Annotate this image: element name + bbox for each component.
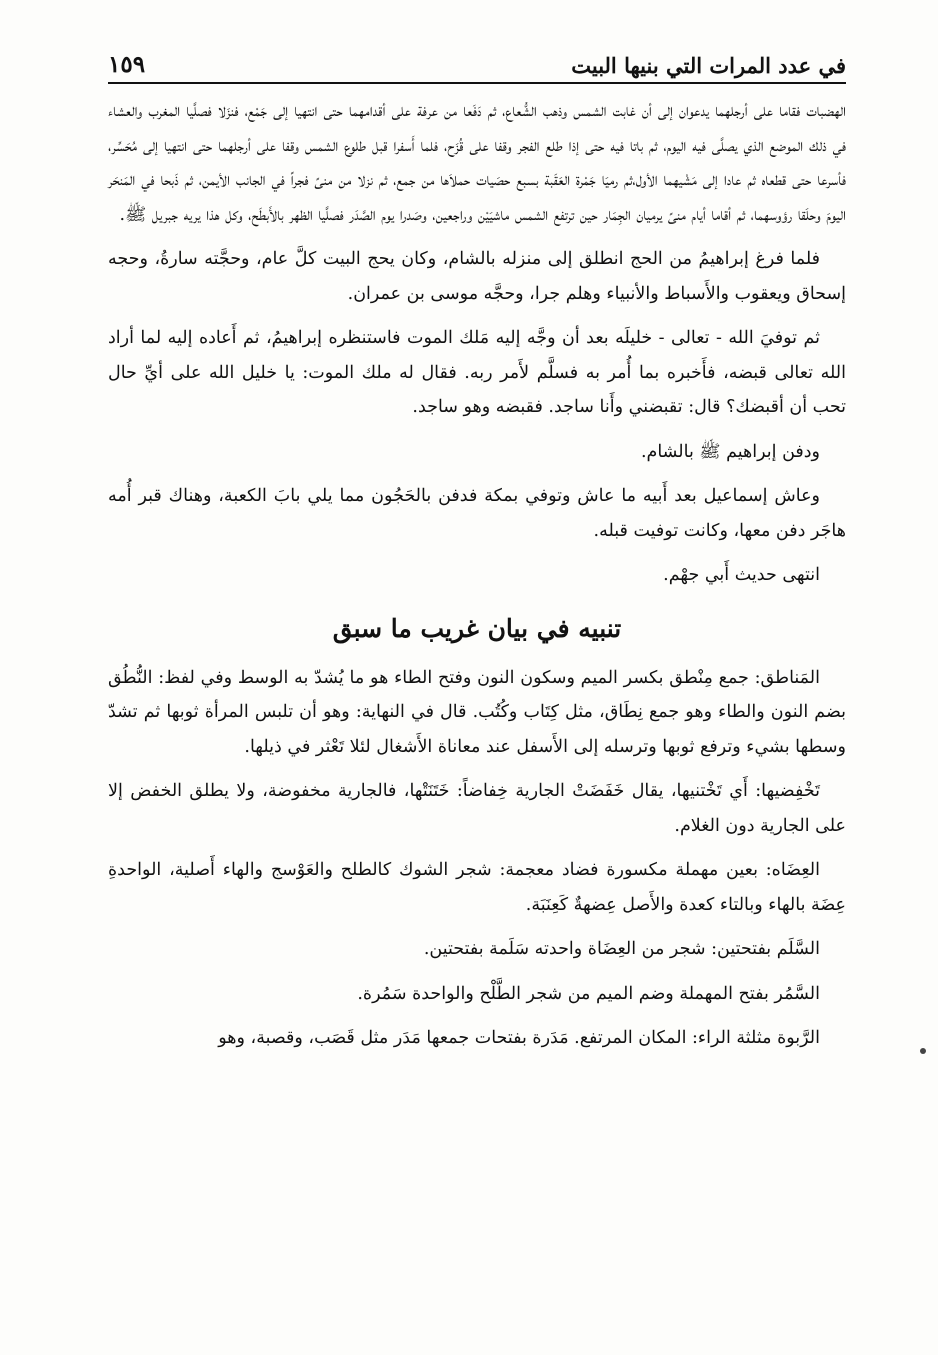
paragraph: فلما فرغ إبراهيمُ من الحج انطلق إلى منزله بالشام، وكان يحج البيت كلَّ عام، وحجَّته سارةُ، وحجه إسحاق ويعقوب والأَسباط والأنبياء وهلم جرا، وحجَّه موسى بن عمران.: [108, 249, 846, 304]
body-text: [108, 94, 846, 1056]
paragraph: وعاش إسماعيل بعد أَبيه ما عاش وتوفي بمكة فدفن بالحَجُون مما يلي بابَ الكعبة، وهناك قبر أُمه هاجَر دفن معها، وكانت توفيت قبله.: [108, 486, 846, 541]
paragraph: انتهى حديث أَبي جهْم.: [663, 565, 820, 585]
page-header: [108, 38, 846, 84]
paragraph: الهضبات فقاما على أرجلهما يدعوان إلى أن غابت الشمس وذهب الشُّعاع، ثم دَفَعا من عرفة على أقدامهما حتى انتهيا إلى جَمْع، فنزَلا فصلَّيا المغرب والعشاء في ذلك الموضع الذي يصلَّى فيه اليوم، ثم باتا فيه حتى إذا طلع الفجر وقفا على قُزَح، فلما أَسفرا قبل طلوع الشمس وقفا على أرجلهما حتى انتهيا إلى مُحَسِّر، فأسرعا حتى قطعاه ثم عادا إلى مَشْيهما الأول،ثم رميَا جَمْرة العَقَبة بسبع حصَيات حملاَها من جمع، ثم نزلا من منىً فجراً في الجانب الأيمن، ثم ذَبحا في المَنحَر اليومَ وحلَقا رؤوسهما، ثم أقاما أيام منىً يرميان الجِمَار حين ترتفع الشمس ماشيَيْن وراجعين، وصَدرا يوم الصَّدَر فصلَّيا الظهر بالأَبطَح، وكل هذا يريه جبريل ﷺ.: [108, 101, 846, 225]
glossary-paragraph: السَّلَم بفتحتين: شجر من العِضَاة واحدته سَلَمة بفتحتين.: [423, 939, 820, 959]
glossary-paragraph: العِضَاه: بعين مهملة مكسورة فضاد معجمة: شجر الشوك كالطلح والعَوْسج والهاء أَصلية، الواحدةِ عِضَة بالهاء وبالتاء كعدة والأَصل عِضهةٌ كَعِنَبَة.: [108, 860, 846, 915]
paragraph: ودفن إبراهيم ﷺ بالشام.: [640, 441, 820, 462]
glossary-paragraph: تَخْفِضيها: أَي تَخْتنيها، يقال خَفَضَتْ الجارية خِفاضاً: خَتَنَتْها، فالجارية مخفوضة، ولا يطلق الخفض إلا على الجارية دون الغلام.: [108, 781, 846, 836]
page-number: ١٥٩: [108, 51, 146, 78]
paragraph: ثم توفيَ الله - تعالى - خليلَه بعد أن وجَّه إليه مَلك الموت فاستنظره إبراهيمُ، ثم أَعاده إليه لما أراد الله تعالى قبضه، فأَخبره بما أُمر به فسلَّم لأَمر ربه. فقال له ملك الموت: يا خليل الله على أيِّ حال تحب أن أقبضك؟ قال: تقبضني وأَنا ساجد. فقبضه وهو ساجد.: [108, 328, 846, 417]
scan-speck: [920, 1048, 926, 1054]
glossary-paragraph: السَّمُر بفتح المهملة وضم الميم من شجر الطَّلْح والواحدة سَمُرة.: [357, 983, 820, 1004]
glossary-paragraph: المَناطق: جمع مِنْطق بكسر الميم وسكون النون وفتح الطاء هو ما يُشدّ به الوسط وفي لفظ: النُّطُق بضم النون والطاء وهو جمع نِطَاق، مثل كِتَاب وكُتُب. قال في النهاية: وهو أن تلبس المرأة ثوبها ثم تشدّ وسطها بشيء وترفع ثوبها وترسله إلى الأَسفل عند معاناة الأَشغال لئلا تَعْثر في ذيلها.: [108, 667, 846, 757]
running-title: في عدد المرات التي بنيها البيت: [571, 53, 846, 78]
glossary-paragraph: الرَّبوة مثلثة الراء: المكان المرتفع. مَدَرة بفتحات جمعها مَدَر مثل قَصَب، وقصبة، وهو: [218, 1028, 820, 1048]
section-title: تنبيه في بيان غريب ما سبق: [332, 613, 622, 643]
